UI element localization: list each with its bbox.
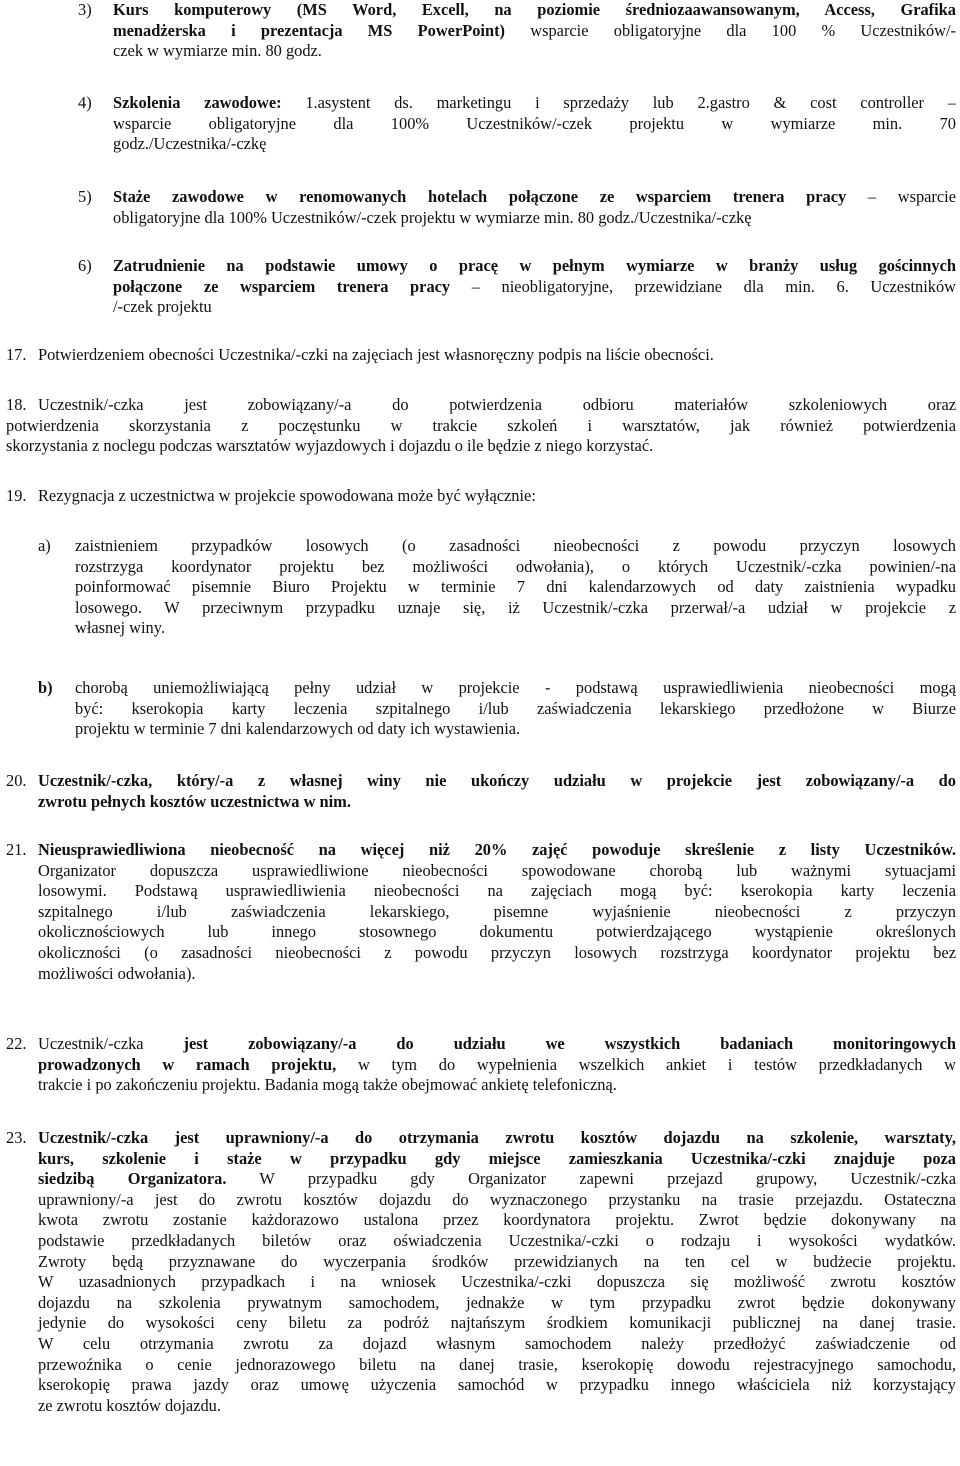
para-17-line1: Potwierdzeniem obecności Uczestnika/-czki na zajęciach jest własnoręczny podpis na liście obecności.	[38, 345, 714, 364]
para-23-line9: dojazdu na szkolenia prywatnym samochodem, jednakże w tym przypadku zwrot będzie dokonywany	[38, 1292, 956, 1312]
item-4-text	[113, 93, 956, 155]
para-23-line12: przewoźnika o cenie jednorazowego biletu na danej trasie, kserokopię dowodu rejestracyjnego samochodu,	[38, 1354, 956, 1374]
para-19-line1: Rezygnacja z uczestnictwa w projekcie spowodowana może być wyłącznie:	[38, 486, 536, 505]
point-a-line2: rozstrzyga koordynator projektu bez możliwości odwołania), o których Uczestnik/-czka powinien/-na	[75, 556, 956, 576]
para-21-line5: okolicznościowych lub innego stosownego dokumentu potwierdzającego wystąpienie określonych	[38, 922, 956, 942]
item-3-line2-bold: menadżerska i prezentacja MS PowerPoint)	[113, 20, 506, 40]
para-21-line4: szpitalnego i/lub zaświadczenia lekarskiego, pisemne wyjaśnienie nieobecności z przyczyn	[38, 901, 956, 921]
para-18-number: 18.	[6, 395, 27, 414]
point-b-text	[75, 678, 956, 740]
para-21-line1: Nieusprawiedliwiona nieobecność na więcej niż 20% zajęć powoduje skreślenie z listy Uczestników.	[38, 840, 956, 859]
para-21-number: 21.	[6, 840, 27, 859]
item-4-line1-bold: Szkolenia zawodowe:	[113, 93, 282, 112]
para-17-text	[38, 345, 956, 366]
para-21-line7: możliwości odwołania).	[38, 963, 196, 983]
para-21-line3: losowymi. Podstawą usprawiedliwienia nieobecności na zajęciach mogą być: kserokopia karty leczenia	[38, 881, 956, 901]
para-23-line5: kwota zwrotu zostanie każdorazowo ustalona przez koordynatora projektu. Zwrot będzie dokonywany na	[38, 1210, 956, 1230]
item-3-line2: wsparcie obligatoryjne dla 100 % Uczestników/-	[505, 20, 957, 40]
para-23-text	[38, 1128, 956, 1416]
para-21-line6: okoliczności (o zasadności nieobecności z powodu przyczyn losowych rozstrzyga koordynator projektu bez	[38, 942, 956, 962]
point-b-line2: być: kserokopia karty leczenia szpitalnego i/lub zaświadczenia lekarskiego przedłożone w Biurze	[75, 698, 956, 718]
point-b-label: b)	[38, 678, 53, 697]
para-23-number: 23.	[6, 1128, 27, 1147]
para-22-line2: w tym do wypełnienia wszelkich ankiet i testów przedkładanych w	[336, 1054, 956, 1074]
item-3-line1: Kurs komputerowy (MS Word, Excell, na poziomie średniozaawansowanym, Access, Grafika	[113, 0, 956, 19]
para-19-number: 19.	[6, 486, 27, 505]
item-4-line1: 1.asystent ds. marketingu i sprzedaży lub 2.gastro & cost controller –	[281, 93, 956, 112]
para-18-line3: skorzystania z noclegu podczas warsztatów wyjazdowych i dojazdu o ile będzie z niego korzystać.	[6, 436, 654, 456]
para-23-line1: Uczestnik/-czka jest uprawniony/-a do otrzymania zwrotu kosztów dojazdu na szkolenie, warsztaty,	[38, 1128, 956, 1147]
item-6-text	[113, 256, 956, 318]
para-18-line2: potwierdzenia skorzystania z poczęstunku w trakcie szkoleń i warsztatów, jak również potwierdzenia	[6, 415, 956, 435]
point-a-text	[75, 536, 956, 639]
item-6-line2-bold: połączone ze wsparciem trenera pracy	[113, 276, 451, 296]
point-a-line5: własnej winy.	[75, 618, 165, 638]
item-5-line1-bold: Staże zawodowe w renomowanych hotelach połączone ze wsparciem trenera pracy	[113, 187, 847, 206]
para-20-line2: zwrotu pełnych kosztów uczestnictwa w nim.	[38, 791, 351, 811]
para-18-line1: Uczestnik/-czka jest zobowiązany/-a do potwierdzenia odbioru materiałów szkoleniowych oraz	[38, 395, 956, 414]
item-4-number: 4)	[78, 93, 92, 112]
para-22-number: 22.	[6, 1034, 27, 1053]
para-21-text	[38, 840, 956, 984]
para-22-line3: trakcie i po zakończeniu projektu. Badania mogą także obejmować ankietę telefoniczną.	[38, 1075, 617, 1095]
point-a-line1: zaistnieniem przypadków losowych (o zasadności nieobecności z powodu przyczyn losowych	[75, 536, 956, 555]
point-a-line3: poinformować pisemnie Biuro Projektu w terminie 7 dni kalendarzowych od daty zaistnienia wypadku	[75, 577, 956, 597]
para-23-line11: W celu otrzymania zwrotu za dojazd własnym samochodem należy przedłożyć zaświadczenie od	[38, 1333, 956, 1353]
item-6-line1: Zatrudnienie na podstawie umowy o pracę w pełnym wymiarze w branży usług gościnnych	[113, 256, 956, 275]
para-23-line8: W uzasadnionych przypadkach i na wniosek Uczestnika/-czki dopuszcza się możliwość zwrotu kosztów	[38, 1272, 956, 1292]
item-5-number: 5)	[78, 187, 92, 206]
point-a-line4: losowego. W przeciwnym przypadku uznaje się, iż Uczestnik/-czka przerwał/-a udział w projekcie z	[75, 597, 956, 617]
point-b-line1: chorobą uniemożliwiającą pełny udział w projekcie - podstawą usprawiedliwienia nieobecności mogą	[75, 678, 956, 697]
para-22-text	[38, 1034, 956, 1096]
item-6-line2: – nieobligatoryjne, przewidziane dla min. 6. Uczestników	[450, 276, 956, 296]
para-23-line3-bold: siedzibą Organizatora.	[38, 1169, 227, 1189]
item-6-number: 6)	[78, 256, 92, 275]
point-b-line3: projektu w terminie 7 dni kalendarzowych od daty ich wystawienia.	[75, 719, 521, 739]
para-21-line2: Organizator dopuszcza usprawiedliwione nieobecności spowodowane chorobą lub ważnymi sytuacjami	[38, 860, 956, 880]
para-20-text	[38, 771, 956, 812]
para-18-text	[6, 395, 956, 457]
para-23-line7: Zwroty będą przyznawane do wyczerpania środków przewidzianych na ten cel w budżecie projektu.	[38, 1251, 956, 1271]
item-5-text	[113, 187, 956, 228]
item-3-number: 3)	[78, 0, 92, 19]
para-23-line14: ze zwrotu kosztów dojazdu.	[38, 1395, 221, 1415]
para-20-number: 20.	[6, 771, 27, 790]
point-a-label: a)	[38, 536, 51, 555]
item-4-line3: godz./Uczestnika/-czkę	[113, 134, 267, 154]
item-3-line3: czek w wymiarze min. 80 godz.	[113, 41, 322, 61]
item-6-line3: /-czek projektu	[113, 297, 212, 317]
para-23-line10: jedynie do wysokości ceny biletu za podróż najtańszym środkiem komunikacji publicznej na danej trasie.	[38, 1313, 956, 1333]
para-20-line1: Uczestnik/-czka, który/-a z własnej winy nie ukończy udziału w projekcie jest zobowiązany/-a do	[38, 771, 956, 790]
para-17-number: 17.	[6, 345, 27, 364]
para-23-line3: W przypadku gdy Organizator zapewni przejazd grupowy, Uczestnik/-czka	[226, 1169, 956, 1189]
para-23-line13: kserokopię prawa jazdy oraz umowę użyczenia samochód w przypadku innego właściciela niż korzystający	[38, 1375, 956, 1395]
item-5-line2: obligatoryjne dla 100% Uczestników/-czek projektu w wymiarze min. 80 godz./Uczestnika/-czkę	[113, 207, 752, 227]
item-3-text	[113, 0, 956, 62]
para-19-text	[38, 486, 956, 507]
item-5-line1: – wsparcie	[846, 187, 956, 206]
para-23-line6: podstawie przedkładanych biletów oraz oświadczenia Uczestnika/-czki o rodzaju i wysokości wydatków.	[38, 1230, 956, 1250]
para-22-line1-bold: jest zobowiązany/-a do udziału we wszystkich badaniach monitoringowych	[183, 1034, 956, 1053]
para-22-line2-bold: prowadzonych w ramach projektu,	[38, 1054, 337, 1074]
item-4-line2: wsparcie obligatoryjne dla 100% Uczestników/-czek projektu w wymiarze min. 70	[113, 113, 956, 133]
para-23-line2: kurs, szkolenie i staże w przypadku gdy miejsce zamieszkania Uczestnika/-czki znajduje poza	[38, 1148, 956, 1168]
para-22-line1: Uczestnik/-czka	[38, 1034, 184, 1053]
para-23-line4: uprawniony/-a jest do zwrotu kosztów dojazdu do wyznaczonego przystanku na trasie przejazdu. Ostateczna	[38, 1189, 956, 1209]
